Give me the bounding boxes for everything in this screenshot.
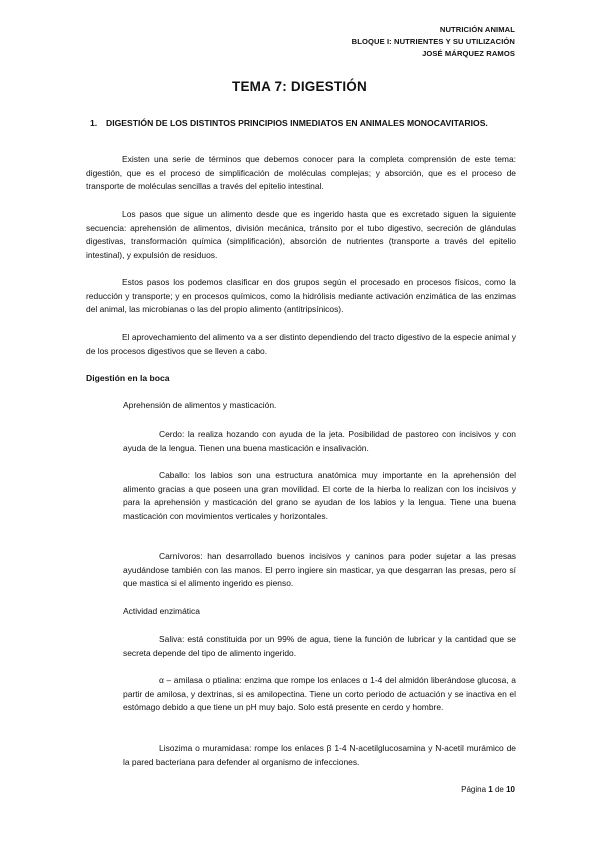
paragraph-amilasa: α – amilasa o ptialina: enzima que rompe los enlaces α 1-4 del almidón liberándose glucosa, a partir de amilosa, y dextrinas, si es amilopectina. Tiene un corto periodo de actuación y se inactiva en el estómago debido a que tiene un pH muy bajo. Solo está presente en cerdo y hombre. — [123, 675, 516, 713]
paragraph-carnivoros: Carnívoros: han desarrollado buenos incisivos y caninos para poder sujetar a las presas ayudándose también con las manos. El perro ingiere sin masticar, ya que desgarran las presas, pero sí que mastica si el alimento ingerido es pienso. — [123, 551, 516, 589]
section-heading-text: DIGESTIÓN DE LOS DISTINTOS PRINCIPIOS INMEDIATOS EN ANIMALES MONOCAVITARIOS. — [106, 118, 488, 128]
actividad-title: Actividad enzimática — [123, 606, 200, 616]
section-number: 1. — [90, 118, 98, 128]
page-title: TEMA 7: DIGESTIÓN — [232, 79, 367, 94]
subsection-heading: Digestión en la boca — [86, 373, 170, 383]
header-course: NUTRICIÓN ANIMAL — [439, 25, 515, 34]
footer-of-word: de — [494, 785, 504, 794]
paragraph-1: Existen una serie de términos que debemos conocer para la completa comprensión de este tema: digestión, que es el proceso de simplificación de moléculas complejas; y absorción, que es el proceso de transporte de moléculas sencillas a través del epitelio intestinal. — [86, 154, 516, 192]
paragraph-2: Los pasos que sigue un alimento desde que es ingerido hasta que es excretado siguen la siguiente secuencia: aprehensión de alimentos, división mecánica, tránsito por el tubo digestivo, secreción de glándulas digestivas, transformación química (simplificación), absorción de nutrientes (transporte a través del epitelio intestinal), y expulsión de residuos. — [86, 209, 516, 260]
paragraph-cerdo: Cerdo: la realiza hozando con ayuda de la jeta. Posibilidad de pastoreo con incisivos y con ayuda de la lengua. Tienen una buena masticación e insalivación. — [123, 429, 516, 453]
header-block: BLOQUE I: NUTRIENTES Y SU UTILIZACIÓN — [351, 37, 515, 46]
section-heading — [90, 117, 516, 130]
running-header — [352, 24, 515, 60]
aprehension-title: Aprehensión de alimentos y masticación. — [123, 400, 277, 410]
header-author: JOSÉ MÁRQUEZ RAMOS — [422, 49, 515, 58]
paragraph-4: El aprovechamiento del alimento va a ser distinto dependiendo del tracto digestivo de la especie animal y de los procesos digestivos que se lleven a cabo. — [86, 332, 516, 356]
footer-page-word: Página — [461, 785, 487, 794]
paragraph-caballo: Caballo: los labios son una estructura anatómica muy importante en la aprehensión del alimento gracias a que poseen una gran movilidad. El corte de la hierba lo realizan con los incisivos y para la aprehensión y masticación del grano se ayudan de los labios y la lengua. Tiene una buena masticación con movimientos verticales y horizontales. — [123, 470, 516, 521]
paragraph-lisozima: Lisozima o muramidasa: rompe los enlaces β 1-4 N-acetilglucosamina y N-acetil murámico de la pared bacteriana para defender al organismo de infecciones. — [123, 743, 516, 767]
footer-page-current: 1 — [488, 785, 493, 794]
page-footer — [461, 785, 515, 794]
paragraph-saliva: Saliva: está constituida por un 99% de agua, tiene la función de lubricar y la cantidad que se secreta depende del tipo de alimento ingerido. — [123, 634, 516, 658]
footer-page-total: 10 — [506, 785, 515, 794]
paragraph-3: Estos pasos los podemos clasificar en dos grupos según el procesado en procesos físicos, como la reducción y transporte; y en procesos químicos, como la hidrólisis mediante activación enzimática de las enzimas del animal, las microbianas o las del propio alimento (antitripsínicos). — [86, 277, 516, 315]
